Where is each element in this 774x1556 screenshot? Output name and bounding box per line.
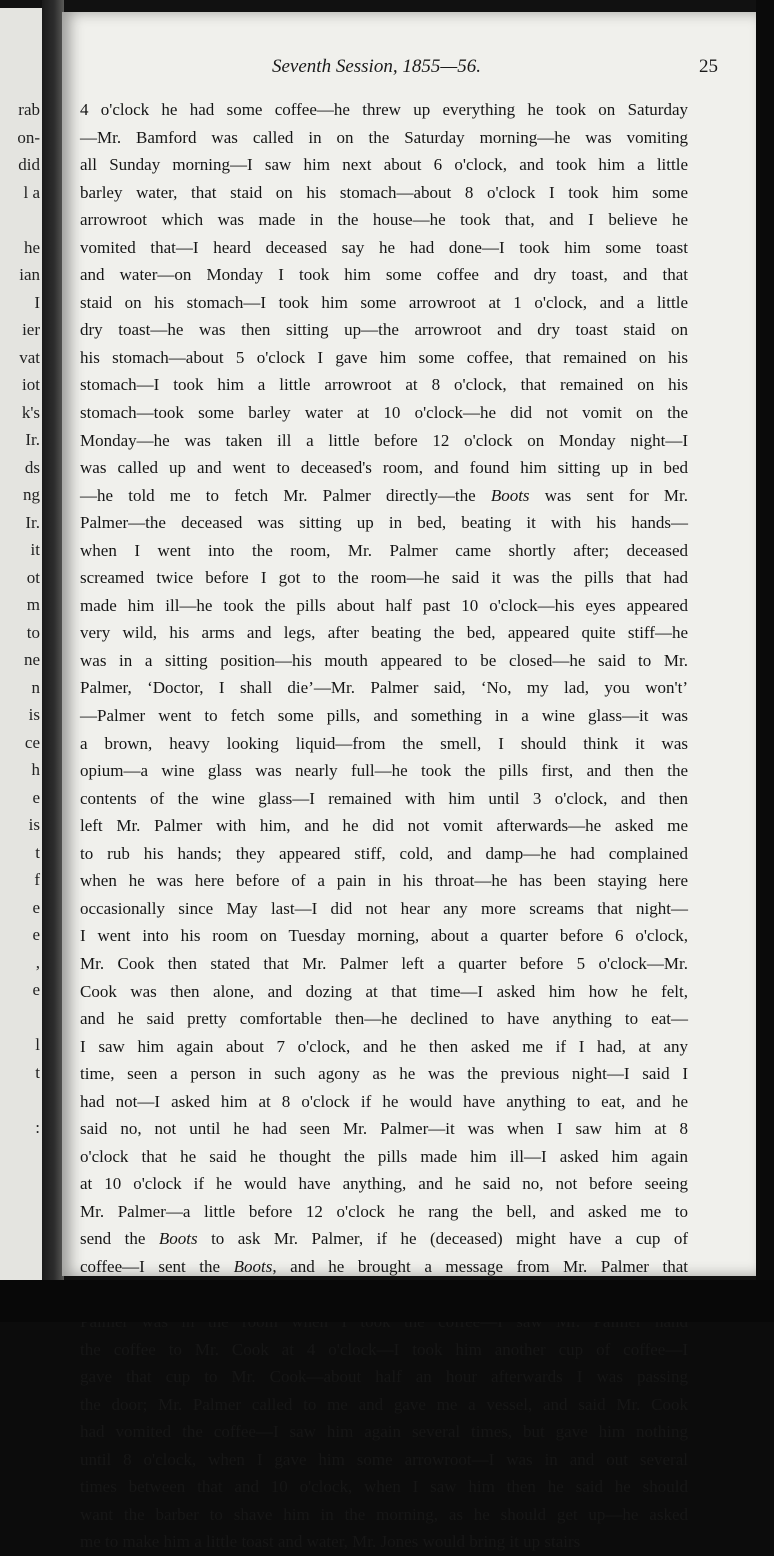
left-page-fragment — [0, 1251, 40, 1279]
text-line: Palmer—the deceased was sitting up in bed, beating it with his hands— — [80, 513, 688, 533]
left-page-fragment: k's — [21, 402, 40, 422]
text-line: had not—I asked him at 8 o'clock if he would have anything to eat, and he — [80, 1091, 688, 1111]
left-page-fragment: f — [34, 870, 40, 889]
text-line: staid on his stomach—I took him some arrowroot at 1 o'clock, and a little — [80, 292, 688, 312]
text-line: Mr. Palmer—a little before 12 o'clock he rang the bell, and asked me to — [80, 1201, 688, 1221]
text-line: opium—a wine glass was nearly full—he took the pills first, and then the — [80, 761, 688, 781]
left-page-fragment: ne — [23, 650, 40, 669]
text-line: —he told me to fetch Mr. Palmer directly—the Boots was sent for Mr. — [80, 485, 689, 505]
left-page-fragment: rab — [18, 100, 40, 119]
text-line: at 10 o'clock if he would have anything, and he said no, not before seeing — [80, 1174, 688, 1194]
left-page-edge — [0, 8, 42, 1283]
text-line: the door; Mr. Palmer called to me and gave me a vessel, and said Mr. Cook — [80, 1394, 688, 1414]
text-line: when I went into the room, Mr. Palmer came shortly after; deceased — [80, 540, 688, 560]
text-line: left Mr. Palmer with him, and he did not vomit afterwards—he asked me — [80, 816, 688, 836]
text-line: gave that cup to Mr. Cook—about half an hour afterwards I was passing — [80, 1367, 688, 1387]
left-page-fragment: Ir. — [25, 430, 40, 449]
left-page-fragment: is — [28, 705, 40, 724]
left-page-fragment: n — [31, 677, 40, 697]
left-page-fragment — [0, 206, 40, 234]
left-page-fragment — [0, 1086, 40, 1114]
left-page-fragment: t — [35, 1062, 40, 1082]
text-line: I saw him again about 7 o'clock, and he then asked me if I had, at any — [80, 1036, 688, 1056]
text-line: to rub his hands; they appeared stiff, cold, and damp—he had complained — [80, 843, 688, 863]
left-page-fragment: ot — [26, 567, 40, 587]
left-page-fragment — [0, 1169, 40, 1197]
left-page-fragment — [0, 1224, 40, 1252]
text-line: screamed twice before I got to the room—he said it was the pills that had — [80, 568, 688, 588]
text-line: and water—on Monday I took him some coffee and dry toast, and that — [80, 265, 688, 285]
text-line: me to make him a little toast and water, Mr. Jones would bring it up stairs — [80, 1532, 581, 1552]
left-page-fragment: e — [32, 787, 40, 807]
left-page-fragment: iot — [22, 375, 40, 394]
left-page-fragment: h — [31, 760, 40, 779]
left-page-fragment: ier — [22, 320, 40, 339]
left-page-text-fragments — [0, 96, 40, 1279]
left-page-fragment: , — [35, 952, 40, 972]
text-line: the coffee to Mr. Cook at 4 o'clock—I took him another cup of coffee—I — [80, 1339, 688, 1359]
left-page-fragment: vat — [19, 347, 40, 367]
text-line: and he said pretty comfortable then—he declined to have anything to eat— — [80, 1009, 688, 1029]
text-line: his stomach—about 5 o'clock I gave him some coffee, that remained on his — [80, 347, 688, 367]
text-line: vomited that—I heard deceased say he had done—I took him some toast — [80, 237, 688, 257]
text-line: had vomited the coffee—I saw him again several times, but gave him nothing — [80, 1422, 688, 1442]
body-text — [80, 96, 688, 1556]
text-line: Cook was then alone, and dozing at that time—I asked him how he felt, — [80, 981, 688, 1001]
text-line: Palmer, ‘Doctor, I shall die’—Mr. Palmer said, ‘No, my lad, you won't’ — [80, 678, 688, 698]
left-page-fragment: : — [35, 1117, 40, 1137]
text-line: want the barber to shave him in the morning, as he should get up—he asked — [80, 1504, 688, 1524]
left-page-fragment: ce — [24, 732, 40, 752]
left-page-fragment — [0, 1141, 40, 1169]
text-line: dry toast—he was then sitting up—the arrowroot and dry toast staid on — [80, 320, 688, 340]
text-line: Monday—he was taken ill a little before 12 o'clock on Monday night—I — [80, 430, 688, 450]
text-line: —Palmer went to fetch some pills, and something in a wine glass—it was — [80, 706, 688, 726]
text-line: all Sunday morning—I saw him next about 6 o'clock, and took him a little — [80, 155, 688, 175]
left-page-fragment — [0, 1004, 40, 1032]
text-line: coffee—I sent the Boots, and he brought a message from Mr. Palmer that — [80, 1256, 689, 1276]
text-line: Mr. Cook then stated that Mr. Palmer left a quarter before 5 o'clock—Mr. — [80, 953, 688, 973]
text-line: a brown, heavy looking liquid—from the smell, I should think it was — [80, 733, 688, 753]
left-page-fragment: is — [28, 815, 40, 834]
text-line: send the Boots to ask Mr. Palmer, if he (deceased) might have a cup of — [80, 1229, 688, 1249]
text-line: time, seen a person in such agony as he was the previous night—I said I — [80, 1064, 688, 1084]
text-line: stomach—I took him a little arrowroot at 8 o'clock, that remained on his — [80, 375, 688, 395]
text-line: occasionally since May last—I did not hear any more screams that night— — [80, 898, 688, 918]
left-page-fragment: e — [32, 897, 40, 917]
left-page-fragment: m — [26, 595, 40, 614]
left-page-fragment: t — [35, 842, 40, 862]
left-page-fragment: ng — [23, 485, 40, 504]
book-gutter — [42, 0, 64, 1300]
page-number: 25 — [699, 56, 718, 77]
text-line: —Mr. Bamford was called in on the Saturday morning—he was vomiting — [80, 127, 688, 147]
text-line: arrowroot which was made in the house—he took that, and I believe he — [80, 210, 688, 230]
scan-bottom-border — [0, 1280, 774, 1322]
running-head — [62, 56, 756, 86]
text-line: was in a sitting position—his mouth appeared to be closed—he said to Mr. — [80, 650, 688, 670]
left-page-fragment: e — [32, 925, 40, 944]
left-page-fragment: he — [23, 237, 40, 257]
text-line: o'clock that he said he thought the pills made him ill—I asked him again — [80, 1146, 688, 1166]
text-line: times between that and 10 o'clock, when I saw him then he said he should — [80, 1477, 688, 1497]
text-line: very wild, his arms and legs, after beating the bed, appeared quite stiff—he — [80, 623, 688, 643]
left-page-fragment: it — [30, 540, 40, 559]
left-page-fragment: l — [35, 1035, 40, 1054]
left-page-fragment: e — [32, 980, 40, 999]
left-page-fragment — [0, 1196, 40, 1224]
left-page-fragment: l a — [23, 182, 40, 202]
text-line: barley water, that staid on his stomach—about 8 o'clock I took him some — [80, 182, 688, 202]
text-line: I went into his room on Tuesday morning, about a quarter before 6 o'clock, — [80, 926, 688, 946]
text-line: 4 o'clock he had some coffee—he threw up everything he took on Saturday — [80, 100, 688, 119]
page-edge-shadow — [756, 0, 774, 1322]
text-line: was called up and went to deceased's room, and found him sitting up in bed — [80, 458, 688, 478]
left-page-fragment: I — [34, 292, 40, 312]
text-line: stomach—took some barley water at 10 o'clock—he did not vomit on the — [80, 403, 688, 423]
left-page-fragment: ds — [24, 457, 40, 477]
left-page-fragment: did — [18, 155, 40, 174]
left-page-fragment: to — [26, 622, 40, 642]
text-line: until 8 o'clock, when I gave him some arrowroot—I was in and out several — [80, 1449, 688, 1469]
left-page-fragment: Ir. — [25, 512, 40, 532]
running-title: Seventh Session, 1855—56. — [272, 56, 481, 77]
left-page-fragment: on- — [17, 127, 40, 147]
text-line: said no, not until he had seen Mr. Palmer—it was when I saw him at 8 — [80, 1119, 688, 1139]
book-page — [62, 12, 756, 1552]
text-line: contents of the wine glass—I remained with him until 3 o'clock, and then — [80, 788, 688, 808]
text-line: made him ill—he took the pills about half past 10 o'clock—his eyes appeared — [80, 595, 688, 615]
left-page-fragment: ian — [19, 265, 40, 284]
text-line: when he was here before of a pain in his throat—he has been staying here — [80, 871, 688, 891]
